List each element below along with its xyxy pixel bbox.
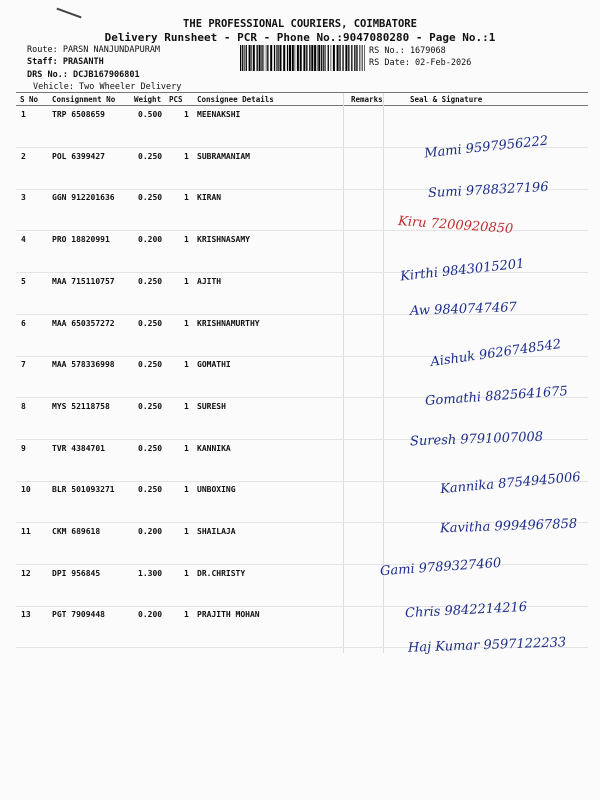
weight-cell: 0.250: [138, 485, 163, 495]
consignment-cell: CKM 689618: [52, 527, 101, 536]
pcs-cell: 1: [184, 235, 189, 245]
signature: Kiru 7200920850: [397, 213, 514, 238]
signature: Gomathi 8825641675: [424, 384, 569, 409]
consignee-cell: DR.CHRISTY: [197, 568, 246, 578]
signature: Aw 9840747467: [409, 300, 518, 319]
staff-label: Staff: PRASANTH: [27, 57, 104, 67]
consignment-cell: DPI 956845: [52, 568, 101, 578]
rs-date: RS Date: 02-Feb-2026: [369, 58, 472, 68]
barcode-bar: [289, 45, 291, 71]
header-top-rule: [16, 92, 588, 93]
barcode-bar: [242, 45, 243, 71]
pcs-cell: 1: [184, 610, 189, 620]
consignment-cell: MAA 715110757: [52, 276, 115, 286]
consignment-cell: POL 6399427: [52, 151, 105, 161]
consignment-cell: BLR 501093271: [52, 485, 115, 495]
consignment-cell: MAA 578336998: [52, 360, 115, 370]
sno-cell: 3: [21, 193, 26, 203]
sno-cell: 8: [21, 401, 26, 411]
vehicle-label: Vehicle: Two Wheeler Delivery: [33, 82, 182, 92]
drs-number: DRS No.: DCJB167906801: [27, 70, 140, 80]
signature: Suresh 9791007008: [409, 429, 544, 450]
sno-cell: 7: [21, 360, 26, 370]
weight-cell: 0.250: [138, 443, 163, 453]
rs-number: RS No.: 1679068: [369, 46, 446, 56]
barcode-bar: [297, 45, 299, 71]
consignee-cell: GOMATHI: [197, 360, 231, 370]
barcode-bar: [318, 45, 320, 71]
col-pcs: PCS: [169, 95, 183, 104]
barcode-bar: [325, 45, 326, 71]
consignee-cell: KANNIKA: [197, 443, 231, 453]
barcode-bar: [287, 45, 288, 71]
pcs-cell: 1: [184, 527, 189, 536]
signature: Aishuk 9626748542: [429, 336, 563, 371]
barcode-bar: [270, 45, 272, 71]
sno-cell: 4: [21, 235, 26, 245]
barcode-bar: [309, 45, 310, 71]
pcs-cell: 1: [184, 318, 189, 328]
barcode-bar: [259, 45, 261, 71]
barcode-bar: [306, 45, 307, 71]
sno-cell: 12: [21, 568, 31, 578]
consignee-cell: KIRAN: [197, 193, 222, 203]
col-consignee: Consignee Details: [197, 95, 274, 104]
company-title: THE PROFESSIONAL COURIERS, COIMBATORE: [183, 18, 417, 30]
col-sno: S No: [20, 95, 39, 104]
sno-cell: 9: [21, 443, 26, 453]
consignment-cell: TRP 6508659: [52, 110, 105, 119]
barcode-bar: [261, 45, 262, 71]
signature: Haj Kumar 9597122233: [407, 635, 567, 656]
weight-cell: 0.200: [138, 610, 163, 620]
consignee-cell: SHAILAJA: [197, 527, 236, 536]
barcode-bar: [359, 45, 360, 71]
signature: Kannika 8754945006: [439, 469, 582, 498]
pcs-cell: 1: [184, 443, 189, 453]
barcode-bar: [280, 45, 282, 71]
barcode-bar: [356, 45, 357, 71]
consignment-cell: MAA 650357272: [52, 318, 115, 328]
barcode-bar: [323, 45, 324, 71]
barcode-bar: [240, 45, 241, 71]
consignment-cell: TVR 4384701: [52, 443, 105, 453]
col-weight: Weight: [134, 95, 162, 104]
pcs-cell: 1: [184, 401, 189, 411]
barcode-bar: [345, 45, 347, 71]
pcs-cell: 1: [184, 485, 189, 495]
barcode-bar: [253, 45, 255, 71]
barcode-bar: [295, 45, 296, 71]
barcode-bar: [331, 45, 332, 71]
signature: Mami 9597956222: [423, 133, 549, 162]
pcs-cell: 1: [184, 276, 189, 286]
signature: Gami 9789327460: [379, 555, 502, 580]
barcode-bar: [277, 45, 278, 71]
barcode-bar: [361, 45, 362, 71]
barcode-bar: [246, 45, 247, 71]
route-label: Route: PARSN NANJUNDAPURAM: [27, 45, 161, 55]
sno-cell: 1: [21, 110, 26, 119]
weight-cell: 0.500: [138, 110, 163, 119]
weight-cell: 0.250: [138, 193, 163, 203]
barcode-bar: [311, 45, 313, 71]
signature: Chris 9842214216: [404, 599, 528, 622]
consignee-cell: SURESH: [197, 401, 226, 411]
barcode-bar: [348, 45, 349, 71]
barcode-bar: [274, 45, 275, 71]
barcode-bar: [267, 45, 268, 71]
barcode-bar: [249, 45, 251, 71]
consignee-cell: MEENAKSHI: [197, 110, 241, 119]
barcode-bar: [351, 45, 352, 71]
weight-cell: 0.250: [138, 276, 163, 286]
weight-cell: 1.300: [138, 568, 163, 578]
barcode-bar: [283, 45, 285, 71]
barcode: [240, 45, 365, 71]
sno-cell: 10: [21, 485, 31, 495]
pcs-cell: 1: [184, 360, 189, 370]
barcode-bar: [314, 45, 316, 71]
barcode-bar: [342, 45, 343, 71]
consignee-cell: SUBRAMANIAM: [197, 151, 250, 161]
barcode-bar: [333, 45, 335, 71]
weight-cell: 0.250: [138, 360, 163, 370]
signature: Kirthi 9843015201: [399, 256, 526, 285]
barcode-bar: [362, 45, 363, 71]
pcs-cell: 1: [184, 193, 189, 203]
consignee-cell: KRISHNASAMY: [197, 235, 250, 245]
pcs-cell: 1: [184, 110, 189, 119]
weight-cell: 0.200: [138, 527, 163, 536]
sno-cell: 2: [21, 151, 26, 161]
barcode-bar: [337, 45, 339, 71]
barcode-bar: [354, 45, 355, 71]
barcode-bar: [300, 45, 302, 71]
signature: Sumi 9788327196: [427, 179, 549, 202]
barcode-bar: [328, 45, 329, 71]
weight-cell: 0.250: [138, 151, 163, 161]
row-divider: [16, 564, 588, 565]
col-seal: Seal & Signature: [410, 95, 483, 104]
consignee-cell: AJITH: [197, 276, 222, 286]
sno-cell: 6: [21, 318, 26, 328]
scan-mark: [56, 8, 81, 19]
pcs-cell: 1: [184, 568, 189, 578]
consignment-cell: MYS 52118758: [52, 401, 110, 411]
barcode-bar: [303, 45, 305, 71]
consignment-cell: PGT 7909448: [52, 610, 105, 620]
col-remarks: Remarks: [351, 95, 383, 104]
runsheet-subtitle: Delivery Runsheet - PCR - Phone No.:9047080280 - Page No.:1: [104, 31, 496, 44]
consignment-cell: PRO 18820991: [52, 235, 110, 245]
weight-cell: 0.200: [138, 235, 163, 245]
barcode-bar: [264, 45, 265, 71]
sno-cell: 13: [21, 610, 31, 620]
weight-cell: 0.250: [138, 401, 163, 411]
col-consignment: Consignment No: [52, 95, 116, 104]
consignee-cell: KRISHNAMURTHY: [197, 318, 260, 328]
barcode-bar: [257, 45, 258, 71]
pcs-cell: 1: [184, 151, 189, 161]
barcode-bar: [251, 45, 252, 71]
sno-cell: 5: [21, 276, 26, 286]
barcode-bar: [364, 45, 365, 71]
barcode-bar: [292, 45, 294, 71]
barcode-bar: [321, 45, 322, 71]
barcode-bar: [266, 45, 267, 71]
barcode-bar: [317, 45, 318, 71]
consignee-cell: UNBOXING: [197, 485, 236, 495]
consignee-cell: PRAJITH MOHAN: [197, 610, 260, 620]
barcode-bar: [276, 45, 277, 71]
weight-cell: 0.250: [138, 318, 163, 328]
sno-cell: 11: [21, 527, 31, 536]
consignment-cell: GGN 912201636: [52, 193, 115, 203]
barcode-bar: [339, 45, 340, 71]
header-bottom-rule: [16, 105, 588, 106]
signature: Kavitha 9994967858: [439, 516, 578, 537]
remarks-divider: [343, 93, 344, 653]
barcode-bar: [244, 45, 245, 71]
